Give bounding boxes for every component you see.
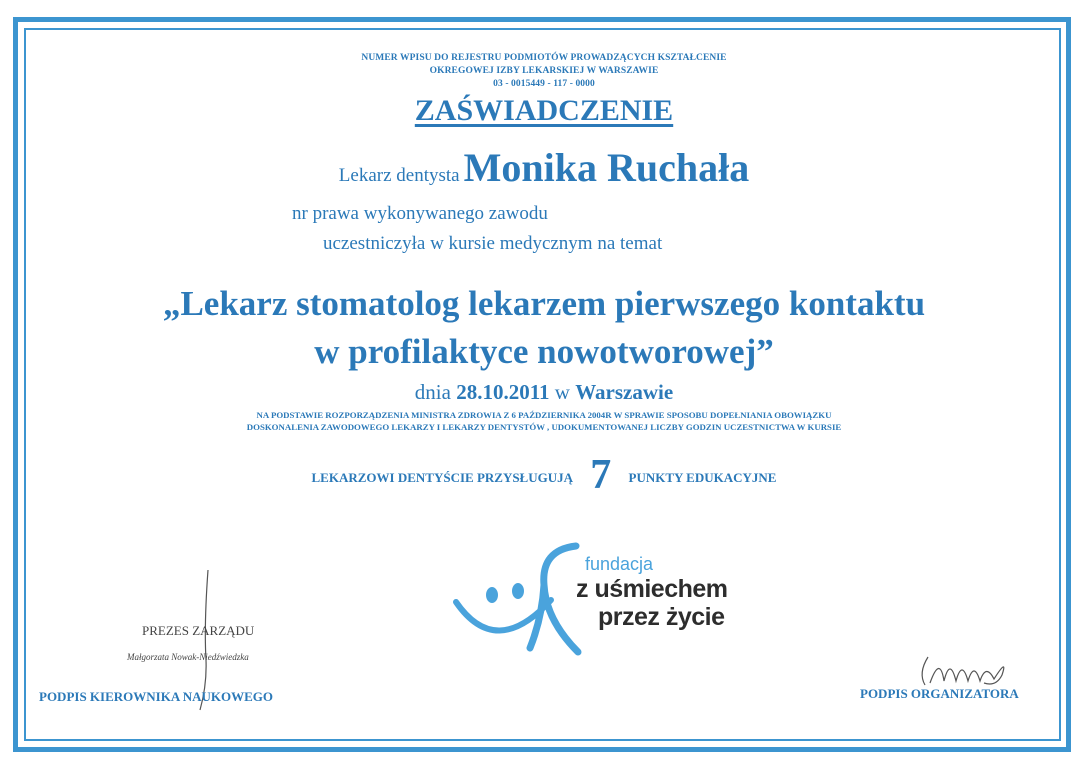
legal-line-1: NA PODSTAWIE ROZPORZĄDZENIA MINISTRA ZDROWIA Z 6 PAŹDZIERNIKA 2004R W SPRAWIE SPOSOBU DOPEŁNIANIA OBOWIĄZKU xyxy=(256,410,832,420)
date-prefix: dnia xyxy=(414,380,451,404)
logo-line-2: z uśmiechem xyxy=(576,575,728,603)
date-value: 28.10.2011 xyxy=(456,380,550,404)
course-title-line-1: „Lekarz stomatolog lekarzem pierwszego kontaktu xyxy=(162,284,926,323)
logo-line-1: fundacja xyxy=(585,554,654,574)
left-signature-label: PODPIS KIEROWNIKA NAUKOWEGO xyxy=(39,689,274,704)
certificate-title: ZAŚWIADCZENIE xyxy=(414,94,674,127)
left-signature-role: PREZES ZARZĄDU xyxy=(142,623,255,638)
legal-basis xyxy=(0,409,1088,433)
points-suffix: PUNKTY EDUKACYJNE xyxy=(628,470,777,485)
date-middle: w xyxy=(554,380,570,404)
participation-text: uczestniczyła w kursie medycznym na temat xyxy=(323,233,663,254)
registry-number: 03 - 0015449 - 117 - 0000 xyxy=(493,79,595,89)
recipient-prefix: Lekarz dentysta xyxy=(338,165,460,186)
right-signature-label: PODPIS ORGANIZATORA xyxy=(860,686,1019,701)
recipient-line xyxy=(0,144,1088,191)
registry-line-1: NUMER WPISU DO REJESTRU PODMIOTÓW PROWADZĄCYCH KSZTAŁCENIE xyxy=(361,53,727,63)
registry-block xyxy=(0,52,1088,91)
points-value: 7 xyxy=(590,452,612,498)
recipient-name: Monika Ruchała xyxy=(463,145,750,190)
course-title-line-2: w profilaktyce nowotworowej” xyxy=(314,332,774,371)
points-line xyxy=(0,451,1088,499)
left-signature-name: Małgorzata Nowak-Niedźwiedzka xyxy=(127,652,249,662)
points-prefix: LEKARZOWI DENTYŚCIE PRZYSŁUGUJĄ xyxy=(311,470,574,485)
license-label: nr prawa wykonywanego zawodu xyxy=(292,203,548,224)
course-title xyxy=(0,280,1088,376)
date-line xyxy=(0,380,1088,405)
legal-line-2: DOSKONALENIA ZAWODOWEGO LEKARZY I LEKARZY DENTYSTÓW , UDOKUMENTOWANEJ LICZBY GODZIN UCZESTNICTWA W KURSIE xyxy=(246,422,842,432)
date-place: Warszawie xyxy=(575,380,674,404)
registry-line-2: OKREGOWEJ IZBY LEKARSKIEJ W WARSZAWIE xyxy=(429,66,659,76)
logo-line-3: przez życie xyxy=(598,603,725,631)
